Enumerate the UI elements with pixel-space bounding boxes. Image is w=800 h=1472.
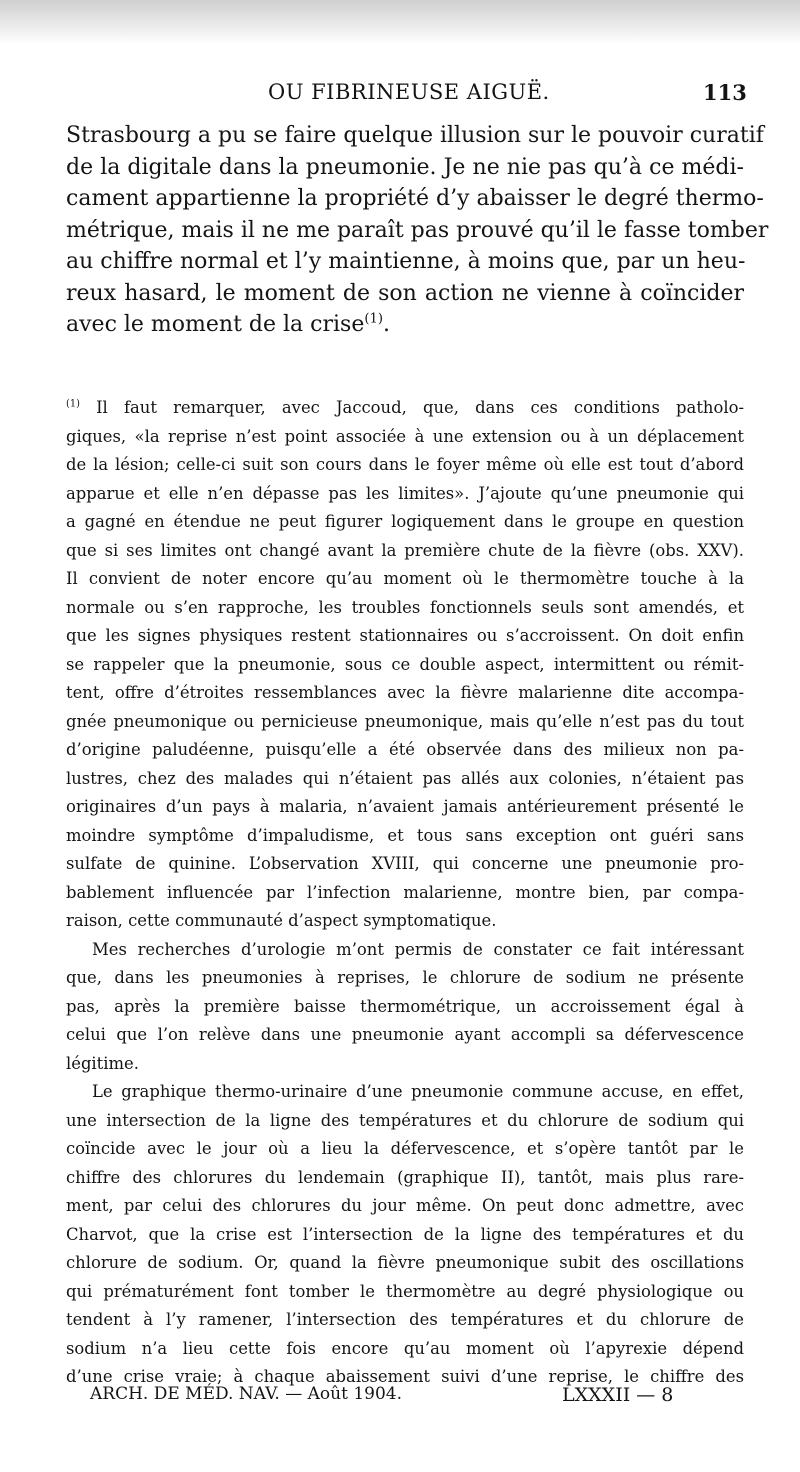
page-header <box>0 78 800 112</box>
footnote-line: Charvot, que la crise est l’intersection de la ligne des températures et du <box>66 1224 744 1244</box>
text-line-last: avec le moment de la crise$^{(1)}$. <box>66 311 391 337</box>
footnote-line: apparue et elle n’en dépasse pas les limites». J’ajoute qu’une pneumonie qui <box>66 483 744 503</box>
footnote-line: pas, après la première baisse thermométrique, un accroissement égal à <box>66 996 744 1016</box>
footnote-line: chlorure de sodium. Or, quand la fièvre pneumonique subit des oscillations <box>66 1253 744 1272</box>
text-line: de la digitale dans la pneumonie. Je ne nie pas qu’à ce médi- <box>66 154 744 180</box>
footnote-line: gnée pneumonique ou pernicieuse pneumonique, mais qu’elle n’est pas du tout <box>66 711 744 731</box>
text-line: au chiffre normal et l’y maintienne, à moins que, par un heu- <box>66 249 746 274</box>
footnote-line: de la lésion; celle-ci suit son cours dans le foyer même où elle est tout d’abord <box>66 455 744 474</box>
footnote-line: bablement influencée par l’infection malarienne, montre bien, par compa- <box>66 882 744 902</box>
footnote-reference: (1) <box>364 311 384 327</box>
footnote-line: se rappeler que la pneumonie, sous ce double aspect, intermittent ou rémit- <box>66 654 744 674</box>
footnote-line: légitime. <box>66 1053 139 1073</box>
footnote-line: Mes recherches d’urologie m’ont permis de constater ce fait intéressant <box>92 939 744 959</box>
footnote-line: sulfate de quinine. L’observation XVIII, qui concerne une pneumonie pro- <box>66 854 744 873</box>
signature-mark: LXXXII — 8 <box>562 1384 674 1406</box>
footnote-line: chiffre des chlorures du lendemain (graphique II), tantôt, mais plus rare- <box>66 1167 744 1187</box>
journal-citation: ARCH. DE MÉD. NAV. — Août 1904. <box>90 1384 402 1404</box>
footnote-line: ment, par celui des chlorures du jour même. On peut donc admettre, avec <box>66 1196 744 1215</box>
footnote-line: coïncide avec le jour où a lieu la défervescence, et s’opère tantôt par le <box>66 1139 744 1158</box>
main-paragraph <box>66 120 769 341</box>
text-line: reux hasard, le moment de son action ne vienne à coïncider <box>66 280 744 306</box>
footnote-marker: (1) <box>66 398 80 410</box>
footnote-line: raison, cette communauté d’aspect symptomatique. <box>66 911 497 930</box>
footnote-line: qui prématurément font tomber le thermomètre au degré physiologique ou <box>66 1281 744 1301</box>
text-line-content: avec le moment de la crise <box>66 312 365 337</box>
footnote-line: que les signes physiques restent stationnaires ou s’accroissent. On doit enfin <box>66 626 744 645</box>
footnote-line: que, dans les pneumonies à reprises, le chlorure de sodium ne présente <box>66 968 744 987</box>
footnote-line: tent, offre d’étroites ressemblances avec la fièvre malarienne dite accompa- <box>66 683 744 702</box>
footnote-line: originaires d’un pays à malaria, n’avaient jamais antérieurement présenté le <box>66 797 744 816</box>
text-line: métrique, mais il ne me paraît pas prouvé qu’il le fasse tomber <box>66 217 769 243</box>
footnote-line: Le graphique thermo-urinaire d’une pneumonie commune accuse, en effet, <box>92 1082 744 1101</box>
text-line: cament appartienne la propriété d’y abaisser le degré thermo- <box>66 186 764 211</box>
footnote-line: une intersection de la ligne des températures et du chlorure de sodium qui <box>66 1110 744 1130</box>
footnote-line <box>66 394 744 423</box>
footnote-line: giques, «la reprise n’est point associée à une extension ou à un déplacement <box>66 426 744 446</box>
footnote-line: sodium n’a lieu cette fois encore qu’au moment où l’apyrexie dépend <box>66 1338 744 1358</box>
page-number: 113 <box>703 80 747 105</box>
footnote-line: tendent à l’y ramener, l’intersection des températures et du chlorure de <box>66 1310 744 1329</box>
footnote-line-text: Il faut remarquer, avec Jaccoud, que, dans ces conditions patholo- <box>96 398 744 417</box>
footnote-block <box>66 394 744 1392</box>
text-line: Strasbourg a pu se faire quelque illusion sur le pouvoir curatif <box>66 123 764 148</box>
page-footer <box>0 1384 800 1414</box>
footnote-line: normale ou s’en rapproche, les troubles fonctionnels seuls sont amendés, et <box>66 597 744 617</box>
footnote-line: d’origine paludéenne, puisqu’elle a été observée dans des milieux non pa- <box>66 740 744 759</box>
footnote-line: lustres, chez des malades qui n’étaient pas allés aux colonies, n’étaient pas <box>66 768 744 788</box>
scan-edge-shadow <box>0 0 800 44</box>
footnote-line: que si ses limites ont changé avant la première chute de la fièvre (obs. XXV). <box>66 540 744 560</box>
running-title: OU FIBRINEUSE AIGUË. <box>268 80 550 104</box>
footnote-line: Il convient de noter encore qu’au moment où le thermomètre touche à la <box>66 569 744 588</box>
footnote-line: celui que l’on relève dans une pneumonie ayant accompli sa défervescence <box>66 1025 744 1044</box>
footnote-line: moindre symptôme d’impaludisme, et tous sans exception ont guéri sans <box>66 825 744 845</box>
footnote-line: d’une crise vraie; à chaque abaissement suivi d’une reprise, le chiffre des <box>66 1367 744 1386</box>
footnote-line: a gagné en étendue ne peut figurer logiquement dans le groupe en question <box>66 512 744 531</box>
